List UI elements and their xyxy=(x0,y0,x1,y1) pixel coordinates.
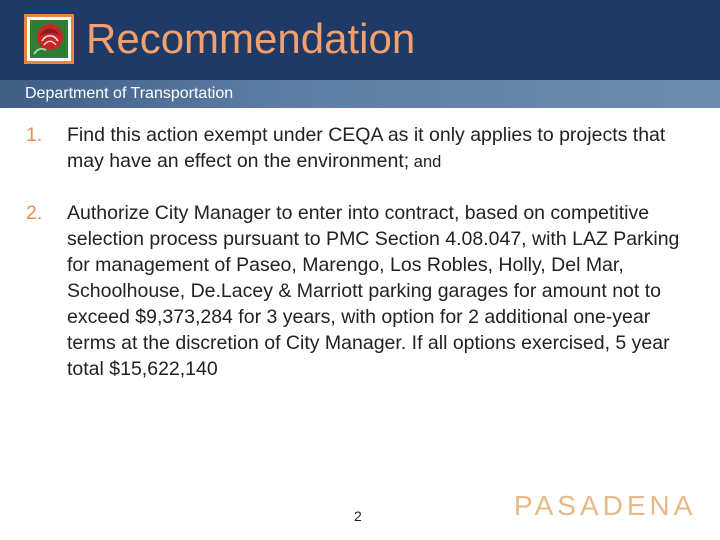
list-item-number: 2. xyxy=(26,202,43,224)
list-item-suffix: and xyxy=(409,153,442,171)
list-item xyxy=(26,200,686,382)
department-banner xyxy=(0,80,720,108)
header-bar xyxy=(0,0,720,80)
page-number: 2 xyxy=(354,508,362,524)
recommendation-list xyxy=(26,122,686,382)
list-item-text: Find this action exempt under CEQA as it only applies to projects that may have an effect on the environment; xyxy=(67,124,666,172)
department-label: Department of Transportation xyxy=(25,85,234,102)
list-item-text: Authorize City Manager to enter into contract, based on competitive selection process pursuant to PMC Section 4.08.047, with LAZ Parking for management of Paseo, Marengo, Los Robles, Holly, Del Mar, Schoolhouse, De.Lacey & Marriott parking garages for amount not to exceed $9,373,284 for 3 years, with option for 2 additional one-year terms at the discretion of City Manager. If all options exercised, 5 year total $15,622,140 xyxy=(67,202,680,380)
list-item-number: 1. xyxy=(26,124,43,146)
list-item xyxy=(26,122,686,175)
rose-logo-icon xyxy=(24,14,74,64)
brand-logo-text: PASADENA xyxy=(514,490,697,521)
page-title: Recommendation xyxy=(86,15,416,62)
